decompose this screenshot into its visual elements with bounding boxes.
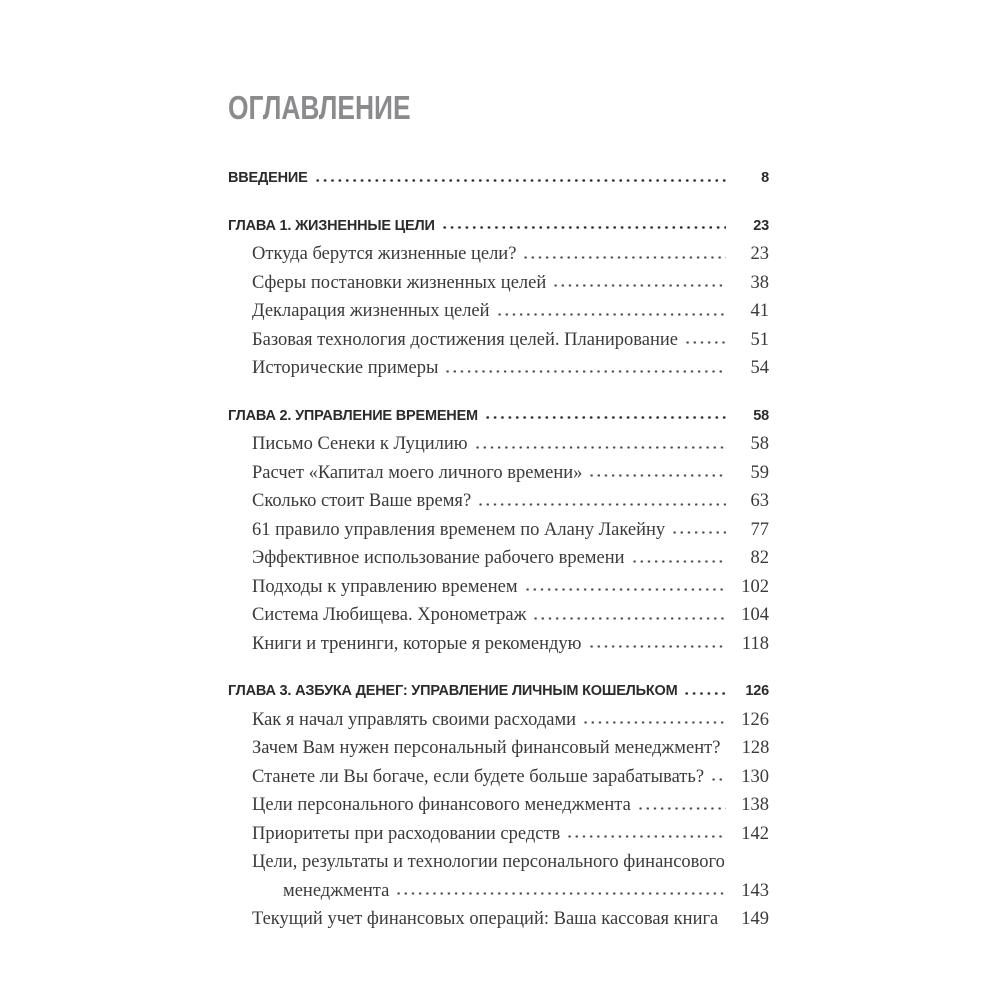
toc-item-page-number: 59 xyxy=(750,462,769,483)
toc-chapter-page-number: 58 xyxy=(753,407,769,424)
dot-leader xyxy=(710,768,726,782)
toc-item-label: Расчет «Капитал моего личного времени» xyxy=(252,462,583,483)
toc-chapter-label: ГЛАВА 3. АЗБУКА ДЕНЕГ: УПРАВЛЕНИЕ ЛИЧНЫМ КОШЕЛЬКОМ xyxy=(228,683,678,699)
toc-item-page-number: 38 xyxy=(750,272,769,293)
dot-leader xyxy=(395,882,726,896)
toc-chapter-page-number: 126 xyxy=(745,683,769,699)
toc-item-label: Цели персонального финансового менеджмента xyxy=(252,795,631,815)
toc-chapter-row xyxy=(228,677,769,706)
toc-page xyxy=(228,90,769,934)
toc-section xyxy=(228,402,769,659)
toc-item-page-number: 63 xyxy=(750,491,769,511)
toc-item-label: Зачем Вам нужен персональный финансовый менеджмент? xyxy=(252,738,721,758)
toc-item-label: Книги и тренинги, которые я рекомендую xyxy=(252,633,582,654)
toc-item-page-number: 102 xyxy=(741,576,769,597)
dot-leader xyxy=(552,274,726,288)
toc-item-row xyxy=(228,601,769,630)
toc-item-page-number: 23 xyxy=(750,244,769,264)
toc-item-row xyxy=(228,820,769,849)
toc-item-page-number: 126 xyxy=(741,709,769,730)
toc-item-page-number: 54 xyxy=(750,358,769,378)
toc-item-page-number: 104 xyxy=(741,605,769,625)
toc-chapter-label: ВВЕДЕНИЕ xyxy=(228,170,308,186)
dot-leader xyxy=(637,796,726,810)
toc-item-row xyxy=(228,430,769,459)
toc-item-row xyxy=(228,354,769,383)
dot-leader xyxy=(441,216,726,230)
toc-item-label: Сферы постановки жизненных целей xyxy=(252,272,547,293)
toc-item-row xyxy=(228,877,769,906)
toc-body xyxy=(228,164,769,934)
toc-item-row xyxy=(228,848,769,877)
toc-item-row xyxy=(228,734,769,763)
toc-item-label: Декларация жизненных целей xyxy=(252,301,490,321)
toc-item-row xyxy=(228,459,769,488)
toc-section xyxy=(228,164,769,193)
toc-item-row xyxy=(228,763,769,792)
toc-item-label: 61 правило управления временем по Алану Лакейну xyxy=(252,519,666,540)
toc-item-label: Текущий учет финансовых операций: Ваша кассовая книга xyxy=(252,909,719,929)
toc-item-page-number: 118 xyxy=(741,633,769,654)
toc-item-row xyxy=(228,516,769,545)
toc-item-page-number: 82 xyxy=(750,548,769,568)
dot-leader xyxy=(683,681,726,695)
dot-leader xyxy=(671,521,726,535)
toc-chapter-row xyxy=(228,164,769,193)
toc-item-row xyxy=(228,791,769,820)
toc-item-row xyxy=(228,240,769,269)
toc-item-row xyxy=(228,706,769,735)
toc-item-label: Исторические примеры xyxy=(252,358,439,378)
dot-leader xyxy=(444,359,726,373)
toc-chapter-row xyxy=(228,212,769,241)
dot-leader xyxy=(532,606,726,620)
toc-item-label: Эффективное использование рабочего времени xyxy=(252,548,625,568)
toc-item-label: Письмо Сенеки к Луцилию xyxy=(252,434,468,454)
toc-item-label: Базовая технология достижения целей. Планирование xyxy=(252,329,678,350)
page-title: ОГЛАВЛЕНИЕ xyxy=(228,89,411,126)
dot-leader xyxy=(314,168,726,182)
toc-item-row xyxy=(228,544,769,573)
toc-chapter-page-number: 8 xyxy=(761,170,769,186)
dot-leader xyxy=(522,245,726,259)
toc-item-row xyxy=(228,630,769,659)
toc-item-page-number: 143 xyxy=(741,880,769,901)
toc-chapter-label: ГЛАВА 2. УПРАВЛЕНИЕ ВРЕМЕНЕМ xyxy=(228,407,478,424)
toc-chapter-row xyxy=(228,402,769,431)
toc-item-row xyxy=(228,297,769,326)
toc-item-label: Как я начал управлять своими расходами xyxy=(252,709,577,730)
toc-item-label: Станете ли Вы богаче, если будете больше зарабатывать? xyxy=(252,766,705,787)
dot-leader xyxy=(588,464,726,478)
toc-item-label: Цели, результаты и технологии персонального финансового xyxy=(252,852,725,872)
toc-item-label: Система Любищева. Хронометраж xyxy=(252,605,527,625)
dot-leader xyxy=(731,853,762,867)
toc-item-row xyxy=(228,573,769,602)
dot-leader xyxy=(631,549,726,563)
toc-item-page-number: 77 xyxy=(750,519,769,540)
toc-section xyxy=(228,677,769,934)
toc-item-page-number: 149 xyxy=(741,909,769,929)
toc-chapter-label: ГЛАВА 1. ЖИЗНЕННЫЕ ЦЕЛИ xyxy=(228,217,435,234)
dot-leader xyxy=(524,578,726,592)
toc-item-label: Сколько стоит Ваше время? xyxy=(252,491,472,511)
dot-leader xyxy=(684,331,726,345)
dot-leader xyxy=(496,302,726,316)
dot-leader xyxy=(477,492,726,506)
toc-item-page-number: 51 xyxy=(750,329,769,350)
dot-leader xyxy=(484,406,726,420)
toc-item-page-number: 58 xyxy=(750,434,769,454)
toc-item-page-number: 41 xyxy=(750,301,769,321)
toc-item-label: Откуда берутся жизненные цели? xyxy=(252,244,517,264)
toc-item-row xyxy=(228,326,769,355)
toc-item-row xyxy=(228,487,769,516)
dot-leader xyxy=(582,711,726,725)
dot-leader xyxy=(566,825,726,839)
dot-leader xyxy=(588,635,727,649)
toc-item-page-number: 130 xyxy=(741,766,769,787)
dot-leader xyxy=(724,910,726,924)
toc-item-page-number: 128 xyxy=(741,738,770,758)
toc-item-row xyxy=(228,905,769,934)
toc-item-label: Подходы к управлению временем xyxy=(252,576,518,597)
toc-item-page-number: 138 xyxy=(741,795,769,815)
toc-item-label: менеджмента xyxy=(283,880,390,901)
toc-item-label: Приоритеты при расходовании средств xyxy=(252,823,561,844)
dot-leader xyxy=(474,435,726,449)
toc-item-row xyxy=(228,269,769,298)
toc-item-page-number: 142 xyxy=(741,823,769,844)
toc-chapter-page-number: 23 xyxy=(753,217,769,234)
toc-section xyxy=(228,212,769,383)
